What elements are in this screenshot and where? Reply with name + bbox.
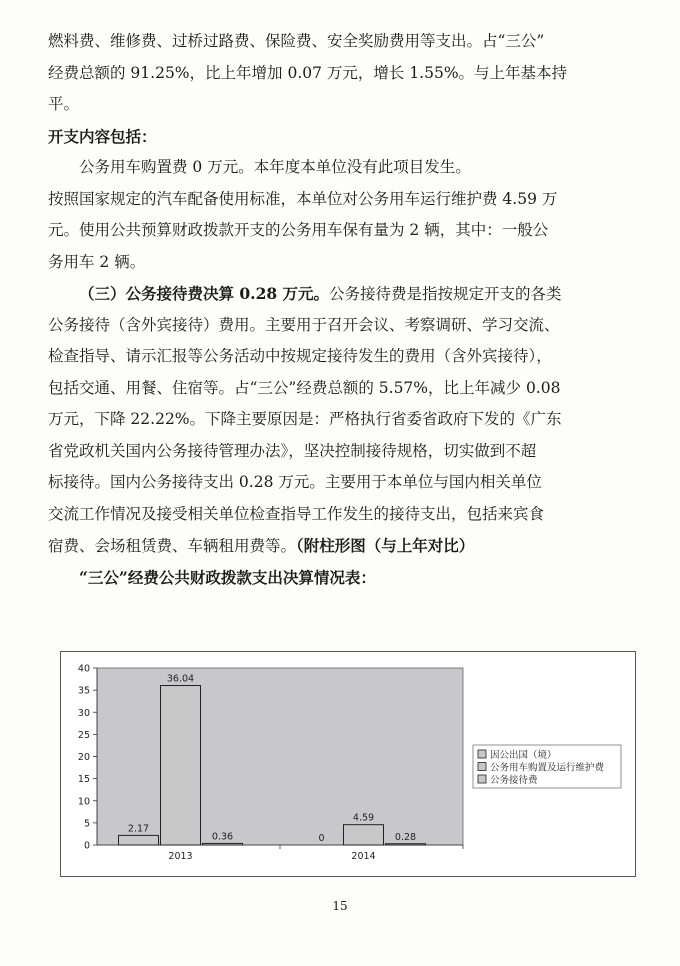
text-fragment: 宿费、会场租赁费、车辆租用费等。 — [48, 537, 297, 555]
x-tick-label: 2014 — [351, 851, 376, 862]
page-number: 15 — [332, 899, 348, 913]
y-tick-label: 20 — [77, 752, 90, 763]
text-line — [48, 278, 638, 310]
chart-frame — [60, 651, 636, 877]
bar-data-label: 0.36 — [211, 831, 234, 843]
text-fragment: 公务接待费是指按规定开支的各类 — [329, 285, 562, 303]
y-tick-label: 40 — [77, 663, 90, 675]
text-line: 省党政机关国内公务接待管理办法》，坚决控制接待规格，切实做到不超 — [48, 441, 537, 460]
legend-label: 因公出国（境） — [490, 750, 557, 761]
bar-data-label: 0 — [318, 833, 325, 844]
bar — [119, 835, 159, 845]
y-tick-label: 0 — [83, 840, 90, 852]
text-line: 燃料费、维修费、过桥过路费、保险费、安全奖励费用等支出。占“三公” — [48, 32, 545, 50]
y-tick-label: 25 — [77, 729, 90, 741]
bar-data-label: 4.59 — [352, 812, 375, 824]
text-line: 元。使用公共预算财政拨款开支的公务用车保有量为 2 辆，其中：一般公 — [48, 221, 549, 239]
y-tick-label: 30 — [77, 707, 90, 719]
text-line: 公务接待（含外宾接待）费用。主要用于召开会议、考察调研、学习交流、 — [48, 315, 560, 334]
body-text — [48, 26, 638, 593]
legend-label: 公务接待费 — [490, 775, 538, 786]
legend-swatch — [478, 763, 486, 771]
text-line: 务用车 2 辆。 — [48, 252, 146, 271]
legend-label: 公务用车购置及运行维护费 — [490, 762, 605, 774]
text-line: 按照国家规定的汽车配备使用标准，本单位对公务用车运行维护费 4.59 万 — [48, 189, 558, 208]
bar — [344, 825, 384, 845]
y-tick-label: 35 — [77, 685, 90, 697]
bar-data-label: 2.17 — [127, 823, 150, 835]
y-tick-label: 5 — [83, 818, 90, 830]
text-line: 标接待。国内公务接待支出 0.28 万元。主要用于本单位与国内相关单位 — [48, 473, 542, 491]
section-heading: 开支内容包括： — [48, 126, 157, 146]
text-line — [48, 530, 638, 562]
subsection-title: （三）公务接待费决算 0.28 万元。 — [79, 284, 330, 303]
chart-reference-note: （附柱形图（与上年对比） — [296, 536, 475, 555]
text-line: 检查指导、请示汇报等公务活动中按规定接待发生的费用（含外宾接待）， — [48, 347, 552, 365]
x-tick-label: 2013 — [168, 851, 193, 862]
bar — [386, 844, 426, 845]
text-line: 经费总额的 91.25%，比上年增加 0.07 万元，增长 1.55%。与上年基本持 — [48, 63, 568, 82]
text-line: 包括交通、用餐、住宿等。占“三公”经费总额的 5.57%，比上年减少 0.08 — [48, 378, 561, 397]
text-line: 公务用车购置费 0 万元。本年度本单位没有此项目发生。 — [79, 158, 471, 176]
bar-data-label: 0.28 — [394, 831, 417, 843]
bar-chart — [61, 652, 635, 876]
legend-swatch — [478, 750, 486, 758]
bar — [203, 843, 243, 845]
legend-swatch — [478, 775, 486, 783]
chart-caption: “三公”经费公共财政拨款支出决算情况表： — [79, 567, 376, 587]
plot-area — [97, 668, 463, 845]
text-line: 交流工作情况及接受相关单位检查指导工作发生的接待支出，包括来宾食 — [48, 504, 545, 523]
y-tick-label: 10 — [77, 796, 90, 808]
bar-data-label: 36.04 — [166, 673, 195, 685]
y-tick-label: 15 — [77, 774, 90, 786]
bar — [161, 686, 201, 845]
text-line: 万元，下降 22.22%。下降主要原因是：严格执行省委省政府下发的《广东 — [48, 410, 562, 428]
text-line: 平。 — [48, 95, 80, 113]
